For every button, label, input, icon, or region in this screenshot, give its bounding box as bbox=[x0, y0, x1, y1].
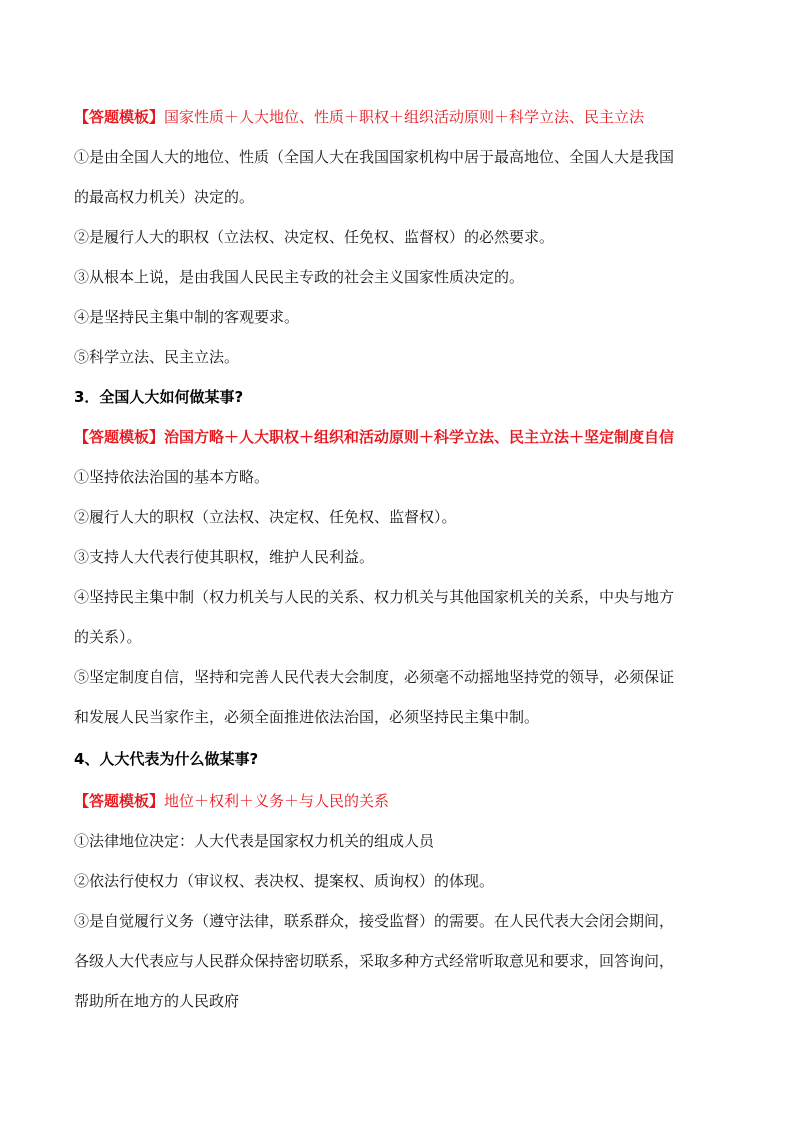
answer-template-line bbox=[74, 107, 734, 127]
answer-item: ⑤科学立法、民主立法。 bbox=[74, 348, 240, 366]
answer-item: ③从根本上说，是由我国人民民主专政的社会主义国家性质决定的。 bbox=[74, 268, 525, 286]
section-heading: 3．全国人大如何做某事? bbox=[74, 388, 244, 406]
answer-template-tag: 【答题模板】 bbox=[74, 792, 165, 810]
answer-item-continuation: 帮助所在地方的人民政府 bbox=[74, 992, 240, 1010]
answer-item: ⑤坚定制度自信，坚持和完善人民代表大会制度，必须毫不动摇地坚持党的领导，必须保证 bbox=[74, 668, 675, 686]
answer-item: ④是坚持民主集中制的客观要求。 bbox=[74, 308, 300, 326]
answer-item: ②是履行人大的职权（立法权、决定权、任免权、监督权）的必然要求。 bbox=[74, 228, 555, 246]
answer-template-text: 国家性质＋人大地位、性质＋职权＋组织活动原则＋科学立法、民主立法 bbox=[164, 108, 645, 126]
answer-item: ④坚持民主集中制（权力机关与人民的关系、权力机关与其他国家机关的关系，中央与地方 bbox=[74, 588, 675, 606]
answer-template-text: 地位＋权利＋义务＋与人民的关系 bbox=[164, 792, 390, 810]
answer-template-text: 治国方略＋人大职权＋组织和活动原则＋科学立法、民主立法＋坚定制度自信 bbox=[164, 428, 675, 446]
answer-item: ①是由全国人大的地位、性质（全国人大在我国国家机构中居于最高地位、全国人大是我国 bbox=[74, 148, 675, 166]
answer-template-line bbox=[74, 791, 734, 811]
answer-item-continuation: 的关系）。 bbox=[74, 628, 142, 646]
answer-template-line bbox=[74, 427, 734, 447]
answer-item: ③支持人大代表行使其职权，维护人民利益。 bbox=[74, 548, 375, 566]
answer-item: ③是自觉履行义务（遵守法律，联系群众，接受监督）的需要。在人民代表大会闭会期间， bbox=[74, 912, 675, 930]
answer-item: ②履行人大的职权（立法权、决定权、任免权、监督权）。 bbox=[74, 508, 457, 526]
section-heading: 4、人大代表为什么做某事? bbox=[74, 750, 259, 768]
answer-item: ①坚持依法治国的基本方略。 bbox=[74, 468, 270, 486]
answer-template-tag: 【答题模板】 bbox=[74, 428, 165, 446]
answer-item: ②依法行使权力（审议权、表决权、提案权、质询权）的体现。 bbox=[74, 872, 495, 890]
answer-item-continuation: 的最高权力机关）决定的。 bbox=[74, 188, 255, 206]
answer-item-continuation: 各级人大代表应与人民群众保持密切联系，采取多种方式经常听取意见和要求，回答询问， bbox=[74, 952, 675, 970]
answer-template-tag: 【答题模板】 bbox=[74, 108, 165, 126]
answer-item: ①法律地位决定：人大代表是国家权力机关的组成人员 bbox=[74, 832, 435, 850]
answer-item-continuation: 和发展人民当家作主，必须全面推进依法治国，必须坚持民主集中制。 bbox=[74, 708, 540, 726]
